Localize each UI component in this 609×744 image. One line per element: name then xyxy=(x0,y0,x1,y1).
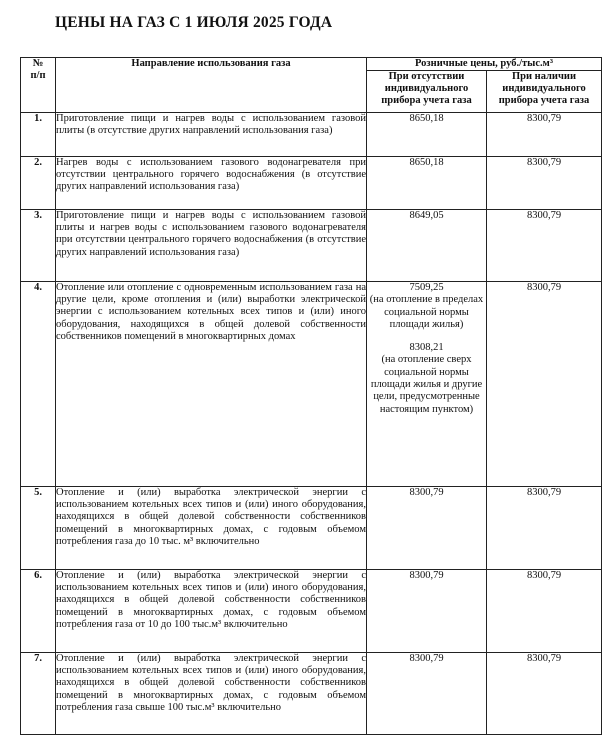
table-row xyxy=(21,210,602,282)
price-with-meter: 8300,79 xyxy=(487,210,602,282)
header-num xyxy=(21,58,56,113)
header-num-line2: п/п xyxy=(30,70,46,82)
price-with-meter: 8300,79 xyxy=(487,113,602,157)
price-without-meter: 8650,18 xyxy=(367,157,487,210)
row-description: Нагрев воды с использованием газового водонагревателя при отсутствии центрального горячего водоснабжения (в отсутствие других направлений использования газа) xyxy=(56,157,367,210)
table-row xyxy=(21,487,602,570)
price-above-norm-note: (на отопление сверх социальной нормы площади жилья и другие цели, предусмотренные настоящим пунктом) xyxy=(370,354,483,415)
price-social-norm: 7509,25 xyxy=(409,282,444,293)
header-row xyxy=(21,58,602,71)
row-number: 2. xyxy=(21,157,56,210)
row-number: 4. xyxy=(21,282,56,487)
price-without-meter xyxy=(367,282,487,487)
price-social-norm-note: (на отопление в пределах социальной нормы площади жилья) xyxy=(369,294,484,330)
row-number: 6. xyxy=(21,570,56,653)
table-row xyxy=(21,653,602,735)
table-row xyxy=(21,157,602,210)
price-with-meter: 8300,79 xyxy=(487,570,602,653)
table-row xyxy=(21,282,602,487)
header-without-meter: При отсутствии индивидуального прибора учета газа xyxy=(367,71,487,113)
row-number: 7. xyxy=(21,653,56,735)
header-num-line1: № xyxy=(32,58,44,69)
price-with-meter: 8300,79 xyxy=(487,282,602,487)
row-description: Приготовление пищи и нагрев воды с использованием газовой плиты и нагрев воды с использованием газового водонагревателя при отсутствии центрального горячего водоснабжения (в отсутствие других направлений использования газа) xyxy=(56,210,367,282)
row-description: Отопление и (или) выработка электрической энергии с использованием котельных всех типов и (или) иного оборудования, находящихся в общей долевой собственности собственников помещений в многоквартирных домах, с годовым объемом потребления газа свыше 100 тыс.м³ включительно xyxy=(56,653,367,735)
row-number: 5. xyxy=(21,487,56,570)
gas-price-table xyxy=(20,57,602,735)
row-number: 3. xyxy=(21,210,56,282)
row-description: Отопление и (или) выработка электрической энергии с использованием котельных всех типов и (или) иного оборудования, находящихся в общей долевой собственности собственников помещений в многоквартирных домах, с годовым объемом потребления газа от 10 до 100 тыс.м³ включительно xyxy=(56,570,367,653)
price-without-meter: 8649,05 xyxy=(367,210,487,282)
header-retail-prices: Розничные цены, руб./тыс.м³ xyxy=(367,58,602,71)
header-direction: Направление использования газа xyxy=(56,58,367,113)
row-description: Отопление и (или) выработка электрической энергии с использованием котельных всех типов и (или) иного оборудования, находящихся в общей долевой собственности собственников помещений в многоквартирных домах, с годовым объемом потребления газа до 10 тыс. м³ включительно xyxy=(56,487,367,570)
price-without-meter: 8300,79 xyxy=(367,570,487,653)
price-without-meter: 8300,79 xyxy=(367,653,487,735)
price-above-norm: 8308,21 xyxy=(409,342,444,354)
row-description: Приготовление пищи и нагрев воды с использованием газовой плиты (в отсутствие других направлений использования газа) xyxy=(56,113,367,157)
price-without-meter: 8300,79 xyxy=(367,487,487,570)
price-with-meter: 8300,79 xyxy=(487,653,602,735)
price-with-meter: 8300,79 xyxy=(487,157,602,210)
price-without-meter: 8650,18 xyxy=(367,113,487,157)
table-row xyxy=(21,570,602,653)
price-with-meter: 8300,79 xyxy=(487,487,602,570)
row-number: 1. xyxy=(21,113,56,157)
page-title: ЦЕНЫ НА ГАЗ С 1 ИЮЛЯ 2025 ГОДА xyxy=(55,14,333,31)
table-row xyxy=(21,113,602,157)
header-with-meter: При наличии индивидуального прибора учета газа xyxy=(487,71,602,113)
row-description: Отопление или отопление с одновременным использованием газа на другие цели, кроме отопления и (или) выработки электрической энергии с использованием котельных всех типов и (или) иного оборудования, находящихся в общей долевой собственности собственников помещений в многоквартирных домах xyxy=(56,282,367,487)
